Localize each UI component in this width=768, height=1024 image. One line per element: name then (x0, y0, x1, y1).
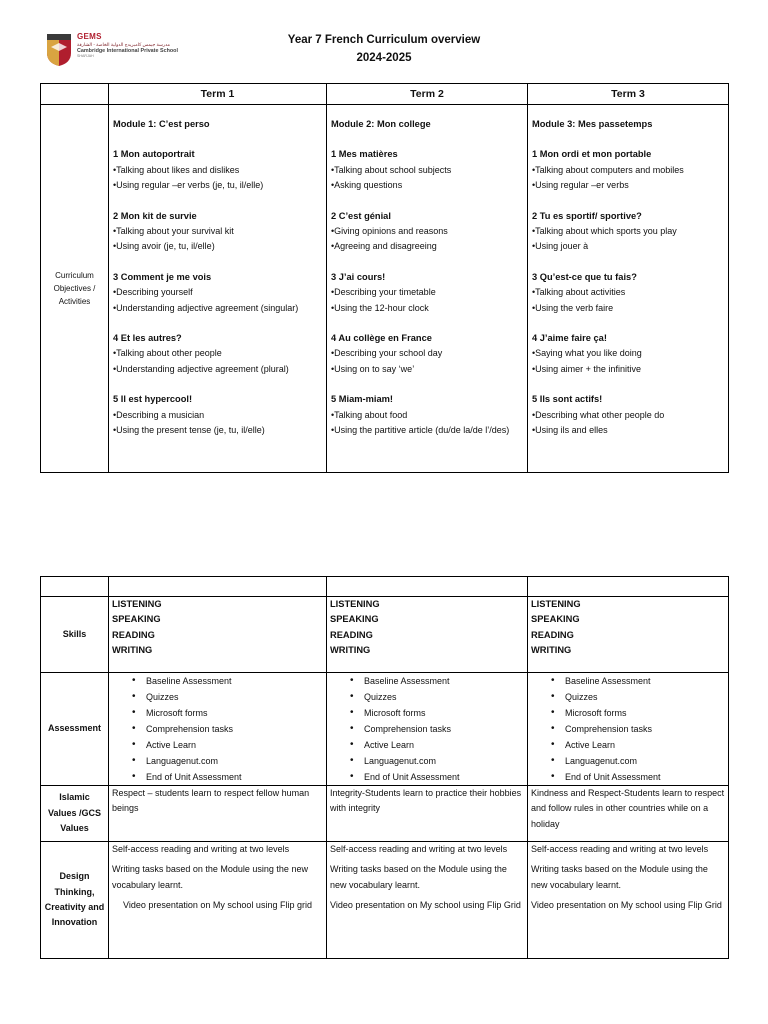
unit-title: 4 Et les autres? (113, 333, 182, 344)
unit (331, 270, 524, 316)
unit-title: 1 Mon ordi et mon portable (532, 149, 652, 160)
term-3-header: Term 3 (528, 84, 729, 105)
document-year: 2024-2025 (356, 52, 412, 64)
values-label: Islamic Values /GCS Values (41, 786, 109, 842)
design-item: Writing tasks based on the Module using the new vocabulary learnt. (112, 864, 308, 890)
unit-title: 3 Qu’est-ce que tu fais? (532, 271, 637, 282)
unit-bullet: •Using the verb faire (532, 302, 614, 313)
list-item: • Quizzes (330, 689, 524, 705)
unit-bullet: •Talking about likes and dislikes (113, 164, 240, 175)
skill-item: READING (531, 629, 574, 640)
design-item: Video presentation on My school using Flip Grid (330, 900, 521, 911)
logo-school-name: Cambridge International Private School (77, 47, 178, 54)
unit (331, 331, 524, 377)
design-item: Video presentation on My school using Flip Grid (531, 900, 722, 911)
design-item: Self-access reading and writing at two levels (112, 844, 290, 854)
unit (532, 270, 725, 316)
term-1-skills (109, 597, 327, 673)
module-title: Module 3: Mes passetemps (532, 119, 653, 129)
term-2-skills (327, 597, 528, 673)
unit-bullet: •Using regular –er verbs (532, 180, 629, 191)
list-item: • Active Learn (112, 737, 323, 753)
term-1-assessment (109, 673, 327, 786)
unit-bullet: •Describing what other people do (532, 409, 665, 420)
curriculum-table (40, 83, 729, 473)
list-item: • Comprehension tasks (531, 721, 725, 737)
term-1-objectives (109, 105, 327, 473)
term-3-skills (528, 597, 729, 673)
unit-title: 1 Mon autoportrait (113, 149, 195, 160)
unit-bullet: •Using regular –er verbs (je, tu, il/elle) (113, 180, 264, 191)
term-2-design (327, 842, 528, 959)
list-item: • Quizzes (112, 689, 323, 705)
list-item: • Languagenut.com (330, 753, 524, 769)
list-item: • Baseline Assessment (112, 673, 323, 689)
term-1-design (109, 842, 327, 959)
skill-item: SPEAKING (112, 614, 161, 625)
unit-bullet: •Understanding adjective agreement (plural) (113, 363, 289, 374)
blank-cell (327, 577, 528, 597)
unit-bullet: •Describing yourself (113, 287, 193, 298)
list-item: • End of Unit Assessment (112, 769, 323, 785)
unit-title: 5 Il est hypercool! (113, 394, 193, 405)
unit (113, 270, 323, 316)
assessment-table (40, 576, 729, 959)
unit-bullet: •Talking about activities (532, 287, 626, 298)
list-item: • Microsoft forms (112, 705, 323, 721)
values-row (41, 786, 729, 842)
unit-bullet: •Using the partitive article (du/de la/de l’/des) (331, 425, 510, 436)
unit (113, 147, 323, 193)
assessment-list (112, 673, 323, 785)
list-item: • Active Learn (531, 737, 725, 753)
list-item: • Comprehension tasks (330, 721, 524, 737)
unit (331, 147, 524, 193)
assessment-list (330, 673, 524, 785)
term-1-header: Term 1 (109, 84, 327, 105)
design-item: Self-access reading and writing at two levels (330, 844, 508, 854)
term-1-values: Respect – students learn to respect fellow human beings (109, 786, 327, 842)
term-2-objectives (327, 105, 528, 473)
unit-bullet: •Using on to say ‘we’ (331, 363, 415, 374)
term-3-objectives (528, 105, 729, 473)
unit-bullet: •Using aimer + the infinitive (532, 363, 641, 374)
unit-bullet: •Giving opinions and reasons (331, 226, 448, 237)
unit-title: 5 Ils sont actifs! (532, 394, 603, 405)
unit-bullet: •Using ils and elles (532, 425, 608, 436)
skill-item: LISTENING (531, 599, 581, 609)
assessment-row (41, 673, 729, 786)
unit-title: 3 Comment je me vois (113, 271, 212, 282)
skill-item: WRITING (330, 645, 371, 656)
term-2-header: Term 2 (327, 84, 528, 105)
design-thinking-row (41, 842, 729, 959)
unit-title: 1 Mes matières (331, 149, 398, 160)
unit (532, 392, 725, 438)
unit-bullet: •Talking about school subjects (331, 164, 452, 175)
unit (113, 331, 323, 377)
unit-bullet: •Talking about which sports you play (532, 226, 677, 237)
skill-item: SPEAKING (531, 614, 580, 625)
unit-bullet: •Describing a musician (113, 409, 205, 420)
list-item: • End of Unit Assessment (531, 769, 725, 785)
skills-row (41, 597, 729, 673)
logo-city: SHARJAH (77, 54, 94, 58)
unit-bullet: •Talking about your survival kit (113, 226, 234, 237)
unit-title: 2 Tu es sportif/ sportive? (532, 210, 642, 221)
unit-bullet: •Asking questions (331, 180, 403, 191)
list-item: • Baseline Assessment (330, 673, 524, 689)
list-item: • Active Learn (330, 737, 524, 753)
unit-bullet: •Saying what you like doing (532, 348, 642, 359)
logo-brand: GEMS (77, 32, 102, 41)
objectives-row (41, 105, 729, 473)
unit (532, 147, 725, 193)
module-title: Module 2: Mon college (331, 119, 431, 129)
table-blank-row (41, 577, 729, 597)
unit-bullet: •Using avoir (je, tu, il/elle) (113, 241, 215, 252)
unit-bullet: •Using the 12-hour clock (331, 302, 429, 313)
skill-item: READING (330, 629, 373, 640)
unit-title: 3 J’ai cours! (331, 271, 386, 282)
unit-bullet: •Talking about computers and mobiles (532, 164, 684, 175)
list-item: • Baseline Assessment (531, 673, 725, 689)
unit-bullet: •Describing your school day (331, 348, 443, 359)
design-item: Video presentation on My school using Flip grid (123, 900, 312, 911)
unit-title: 4 J’aime faire ça! (532, 333, 607, 344)
unit (113, 209, 323, 255)
unit (113, 392, 323, 438)
unit-bullet: •Describing your timetable (331, 287, 436, 298)
design-thinking-label: Design Thinking, Creativity and Innovation (41, 842, 109, 959)
list-item: • Languagenut.com (531, 753, 725, 769)
unit-title: 2 C’est génial (331, 210, 391, 221)
logo-arabic-name: مدرسة جيمس كامبريدج الدولية الخاصة - الشارقة (77, 42, 170, 47)
unit-bullet: •Using jouer à (532, 241, 589, 252)
design-item: Self-access reading and writing at two levels (531, 844, 709, 854)
unit-title: 5 Miam-miam! (331, 394, 393, 405)
module-title: Module 1: C’est perso (113, 119, 210, 129)
document-title: Year 7 French Curriculum overview (287, 34, 481, 46)
list-item: • End of Unit Assessment (330, 769, 524, 785)
header-blank-cell (41, 84, 109, 105)
skill-item: LISTENING (330, 599, 380, 609)
assessment-label: Assessment (41, 673, 109, 786)
term-3-design (528, 842, 729, 959)
list-item: • Microsoft forms (330, 705, 524, 721)
assessment-list (531, 673, 725, 785)
unit-bullet: •Agreeing and disagreeing (331, 241, 437, 252)
skill-item: WRITING (531, 645, 572, 656)
design-item: Writing tasks based on the Module using the new vocabulary learnt. (330, 864, 507, 890)
skill-item: READING (112, 629, 155, 640)
term-2-values: Integrity-Students learn to practice their hobbies with integrity (327, 786, 528, 842)
unit-bullet: •Using the present tense (je, tu, il/elle) (113, 425, 265, 436)
skill-item: SPEAKING (330, 614, 379, 625)
unit-title: 2 Mon kit de survie (113, 210, 197, 221)
unit-title: 4 Au collège en France (331, 333, 432, 344)
objectives-row-label: Curriculum Objectives / Activities (41, 105, 109, 473)
unit-bullet: •Understanding adjective agreement (singular) (113, 302, 299, 313)
unit (532, 209, 725, 255)
list-item: • Quizzes (531, 689, 725, 705)
design-item: Writing tasks based on the Module using the new vocabulary learnt. (531, 864, 708, 890)
unit (331, 209, 524, 255)
list-item: • Comprehension tasks (112, 721, 323, 737)
unit-bullet: •Talking about food (331, 409, 408, 420)
skill-item: WRITING (112, 645, 153, 656)
unit (532, 331, 725, 377)
skill-item: LISTENING (112, 599, 162, 609)
blank-cell (528, 577, 729, 597)
blank-cell (41, 577, 109, 597)
blank-cell (109, 577, 327, 597)
unit-bullet: •Talking about other people (113, 348, 222, 359)
list-item: • Microsoft forms (531, 705, 725, 721)
term-3-values: Kindness and Respect-Students learn to respect and follow rules in other countries while on a holiday (528, 786, 729, 842)
term-3-assessment (528, 673, 729, 786)
list-item: • Languagenut.com (112, 753, 323, 769)
table-header-row (41, 84, 729, 105)
unit (331, 392, 524, 438)
skills-label: Skills (41, 597, 109, 673)
term-2-assessment (327, 673, 528, 786)
